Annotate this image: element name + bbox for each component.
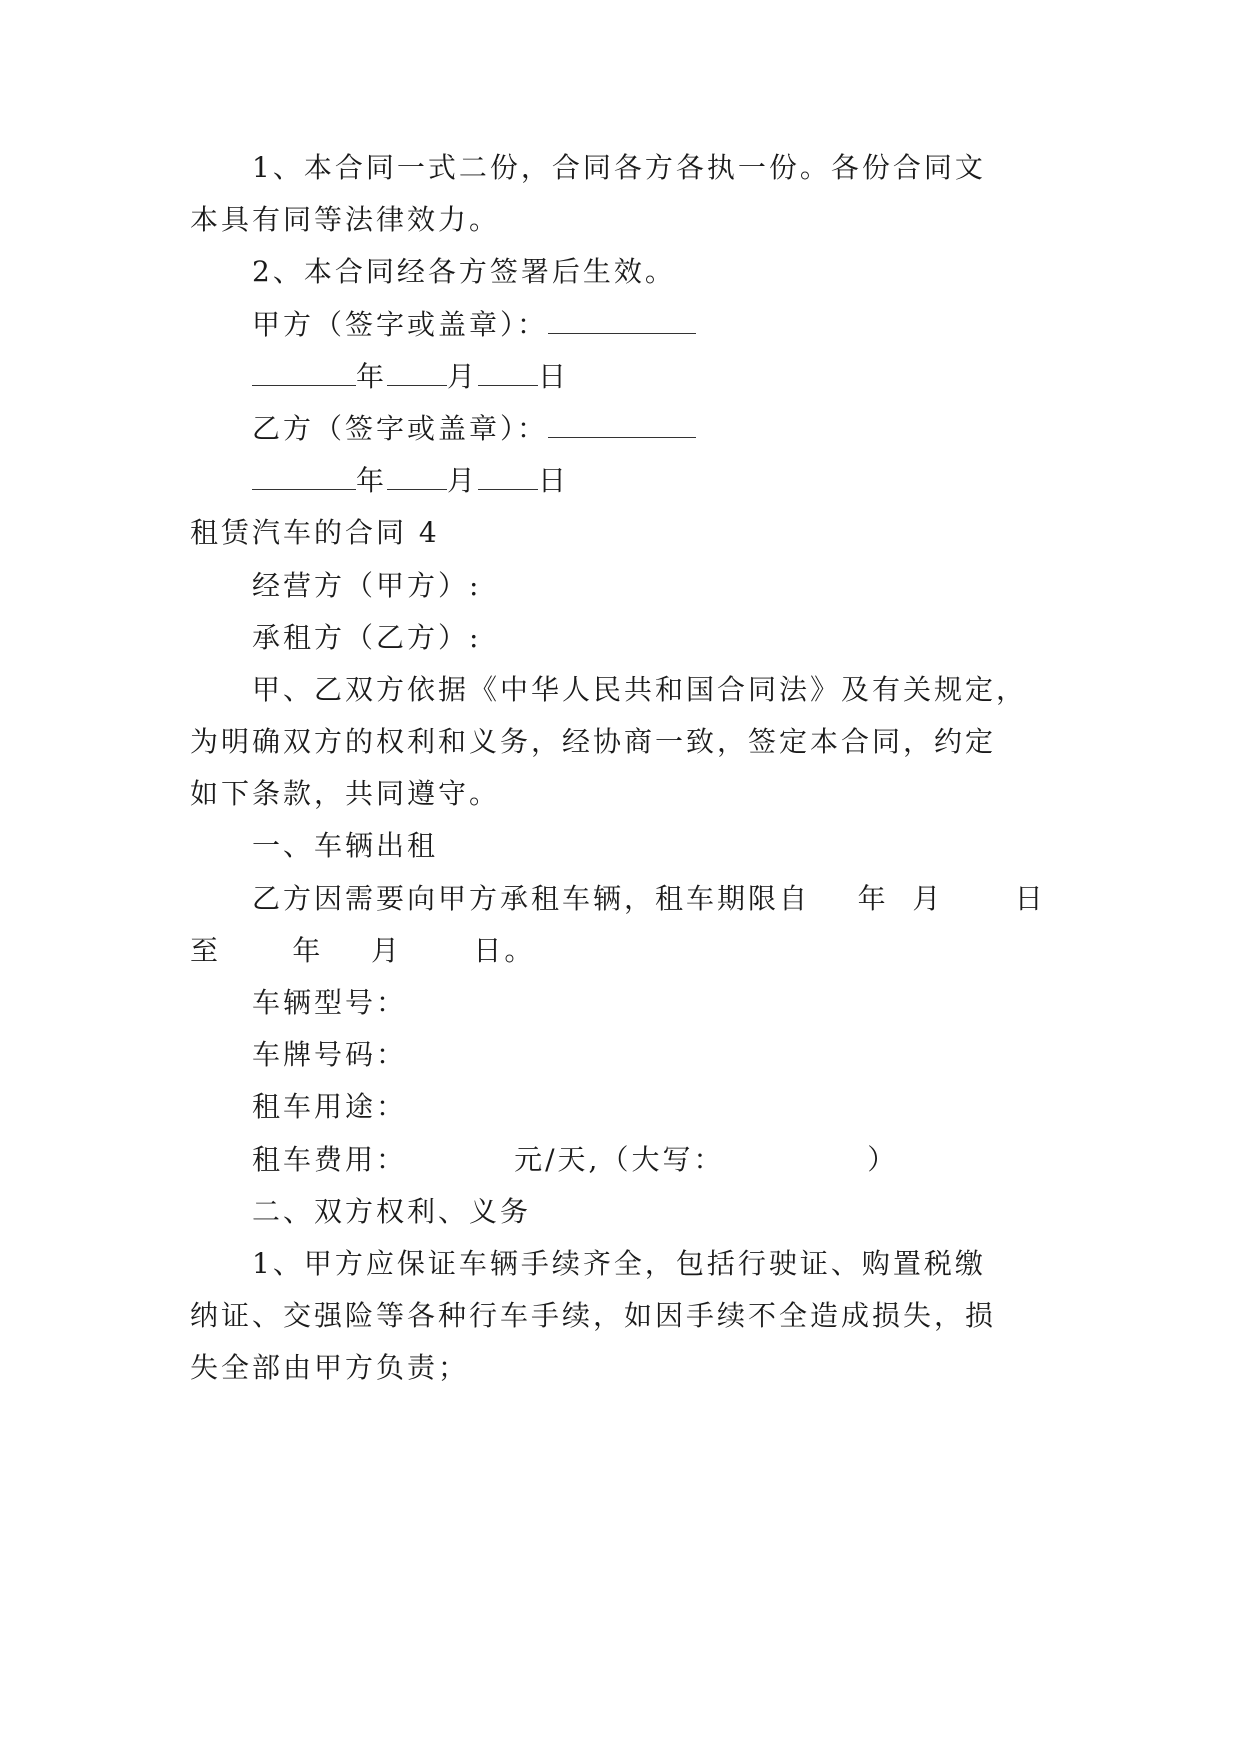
field-line: 租车费用： 元/天,（大写： ） bbox=[252, 1143, 899, 1176]
party-b-signature-line bbox=[252, 409, 696, 449]
day-label: 日 bbox=[538, 464, 570, 497]
party-a-date-line bbox=[252, 357, 569, 397]
party-a-signature-line bbox=[252, 305, 696, 345]
field-line: 租车用途： bbox=[252, 1090, 408, 1123]
year-label: 年 bbox=[356, 360, 388, 393]
day-label: 日 bbox=[538, 360, 570, 393]
paragraph-line: 1、本合同一式二份，合同各方各执一份。各份合同文 bbox=[252, 151, 986, 184]
day-blank bbox=[478, 463, 538, 490]
month-blank bbox=[387, 463, 447, 490]
clause-heading: 二、双方权利、义务 bbox=[252, 1195, 532, 1228]
month-label: 月 bbox=[447, 464, 479, 497]
year-blank bbox=[252, 359, 356, 386]
paragraph-line: 失全部由甲方负责； bbox=[190, 1351, 470, 1384]
signature-blank bbox=[548, 411, 696, 438]
party-a-signature-label: 甲方（签字或盖章）： bbox=[252, 308, 549, 341]
month-label: 月 bbox=[447, 360, 479, 393]
signature-blank bbox=[548, 307, 696, 334]
year-label: 年 bbox=[356, 464, 388, 497]
party-b-signature-label: 乙方（签字或盖章）： bbox=[252, 412, 549, 445]
year-blank bbox=[252, 463, 356, 490]
day-blank bbox=[478, 359, 538, 386]
paragraph-line: 1、甲方应保证车辆手续齐全，包括行驶证、购置税缴 bbox=[252, 1247, 986, 1280]
paragraph-line: 乙方因需要向甲方承租车辆，租车期限自 年 月 日 bbox=[252, 882, 1046, 915]
paragraph-line: 甲、乙双方依据《中华人民共和国合同法》及有关规定， bbox=[252, 673, 1028, 706]
party-b-date-line bbox=[252, 461, 569, 501]
paragraph-line: 至 年 月 日。 bbox=[190, 934, 536, 967]
paragraph-line: 本具有同等法律效力。 bbox=[190, 203, 501, 236]
paragraph-line: 为明确双方的权利和义务，经协商一致，签定本合同，约定 bbox=[190, 725, 997, 758]
paragraph-line: 2、本合同经各方签署后生效。 bbox=[252, 255, 676, 288]
clause-heading: 一、车辆出租 bbox=[252, 829, 439, 862]
field-line: 车辆型号： bbox=[252, 986, 408, 1019]
paragraph-line: 纳证、交强险等各种行车手续，如因手续不全造成损失，损 bbox=[190, 1299, 997, 1332]
field-line: 车牌号码： bbox=[252, 1038, 408, 1071]
month-blank bbox=[387, 359, 447, 386]
paragraph-line: 经营方（甲方）: bbox=[252, 569, 482, 602]
section-title: 租赁汽车的合同 4 bbox=[190, 516, 440, 549]
paragraph-line: 承租方（乙方）: bbox=[252, 621, 482, 654]
paragraph-line: 如下条款，共同遵守。 bbox=[190, 777, 501, 810]
